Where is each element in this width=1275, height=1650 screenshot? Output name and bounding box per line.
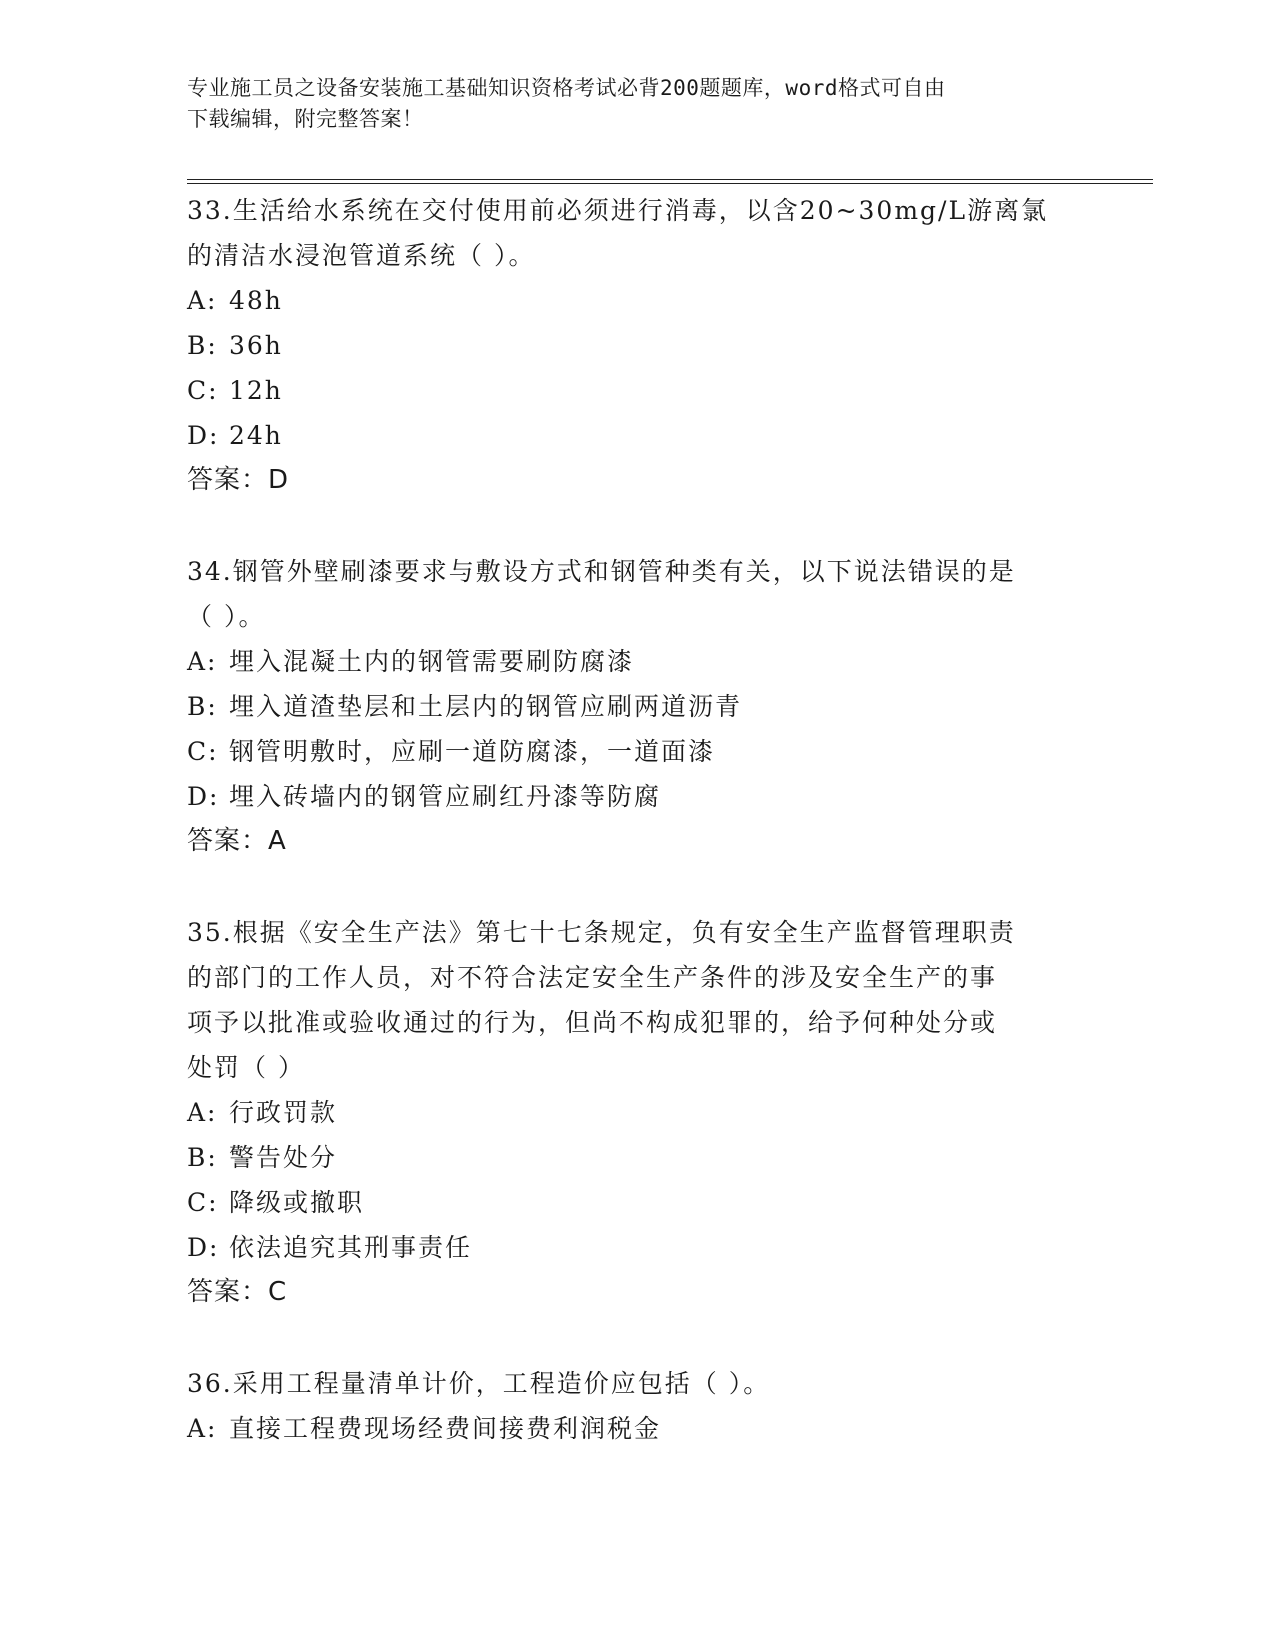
option-letter: B: (187, 1143, 218, 1172)
answer-line: 答案：A (187, 826, 287, 856)
option-text: 36h (229, 331, 283, 360)
option-text: 直接工程费现场经费间接费利润税金 (229, 1414, 662, 1443)
option-text: 24h (229, 421, 283, 450)
option-a (187, 639, 1087, 684)
option-letter: C: (187, 737, 219, 766)
answer-line: 答案：D (187, 465, 290, 495)
header-divider-bottom (187, 183, 1153, 184)
option-text: 48h (229, 286, 283, 315)
option-letter: D: (187, 421, 220, 450)
question-spacer (187, 1315, 1087, 1361)
option-letter: D: (187, 1233, 220, 1262)
option-text: 依法追究其刑事责任 (229, 1233, 473, 1262)
option-d (187, 1225, 1087, 1270)
option-letter: C: (187, 1188, 219, 1217)
question-stem-line: 处罚（ ） (187, 1053, 305, 1082)
question-list (187, 188, 1087, 1451)
option-c (187, 729, 1087, 774)
document-header (187, 73, 1067, 135)
question-36 (187, 1361, 1087, 1451)
option-text: 降级或撤职 (229, 1188, 365, 1217)
question-stem-line: 33.生活给水系统在交付使用前必须进行消毒，以含20~30mg/L游离氯 (187, 196, 1049, 225)
option-a (187, 1406, 1087, 1451)
option-text: 12h (229, 376, 283, 405)
option-text: 埋入道渣垫层和土层内的钢管应刷两道沥青 (229, 692, 743, 721)
option-letter: C: (187, 376, 219, 405)
option-a (187, 1090, 1087, 1135)
answer-line: 答案：C (187, 1277, 288, 1307)
question-33 (187, 188, 1087, 503)
option-letter: A: (187, 1098, 218, 1127)
option-letter: B: (187, 692, 218, 721)
option-d (187, 413, 1087, 458)
option-text: 钢管明敷时，应刷一道防腐漆，一道面漆 (229, 737, 716, 766)
option-b (187, 684, 1087, 729)
question-stem-line: 35.根据《安全生产法》第七十七条规定，负有安全生产监督管理职责 (187, 918, 1016, 947)
question-spacer (187, 503, 1087, 549)
option-c (187, 368, 1087, 413)
option-b (187, 323, 1087, 368)
header-line-1: 专业施工员之设备安装施工基础知识资格考试必背200题题库，word格式可自由 (187, 76, 946, 100)
option-letter: D: (187, 782, 220, 811)
question-34 (187, 549, 1087, 864)
option-text: 警告处分 (229, 1143, 338, 1172)
question-stem-line: 36.采用工程量清单计价，工程造价应包括（ ）。 (187, 1369, 771, 1398)
option-c (187, 1180, 1087, 1225)
question-35 (187, 910, 1087, 1315)
question-stem-line: 的清洁水浸泡管道系统（ ）。 (187, 241, 536, 270)
option-letter: B: (187, 331, 218, 360)
option-a (187, 278, 1087, 323)
question-stem-line: 34.钢管外壁刷漆要求与敷设方式和钢管种类有关，以下说法错误的是 (187, 557, 1016, 586)
question-stem-line: （ ）。 (187, 602, 266, 631)
option-text: 行政罚款 (229, 1098, 338, 1127)
question-stem-line: 的部门的工作人员，对不符合法定安全生产条件的涉及安全生产的事 (187, 963, 998, 992)
option-text: 埋入砖墙内的钢管应刷红丹漆等防腐 (229, 782, 662, 811)
option-letter: A: (187, 647, 218, 676)
question-stem-line: 项予以批准或验收通过的行为，但尚不构成犯罪的，给予何种处分或 (187, 1008, 998, 1037)
option-b (187, 1135, 1087, 1180)
question-spacer (187, 864, 1087, 910)
option-letter: A: (187, 286, 218, 315)
option-text: 埋入混凝土内的钢管需要刷防腐漆 (229, 647, 635, 676)
header-line-2: 下载编辑，附完整答案！ (187, 107, 424, 131)
option-d (187, 774, 1087, 819)
header-divider-top (187, 179, 1153, 180)
option-letter: A: (187, 1414, 218, 1443)
